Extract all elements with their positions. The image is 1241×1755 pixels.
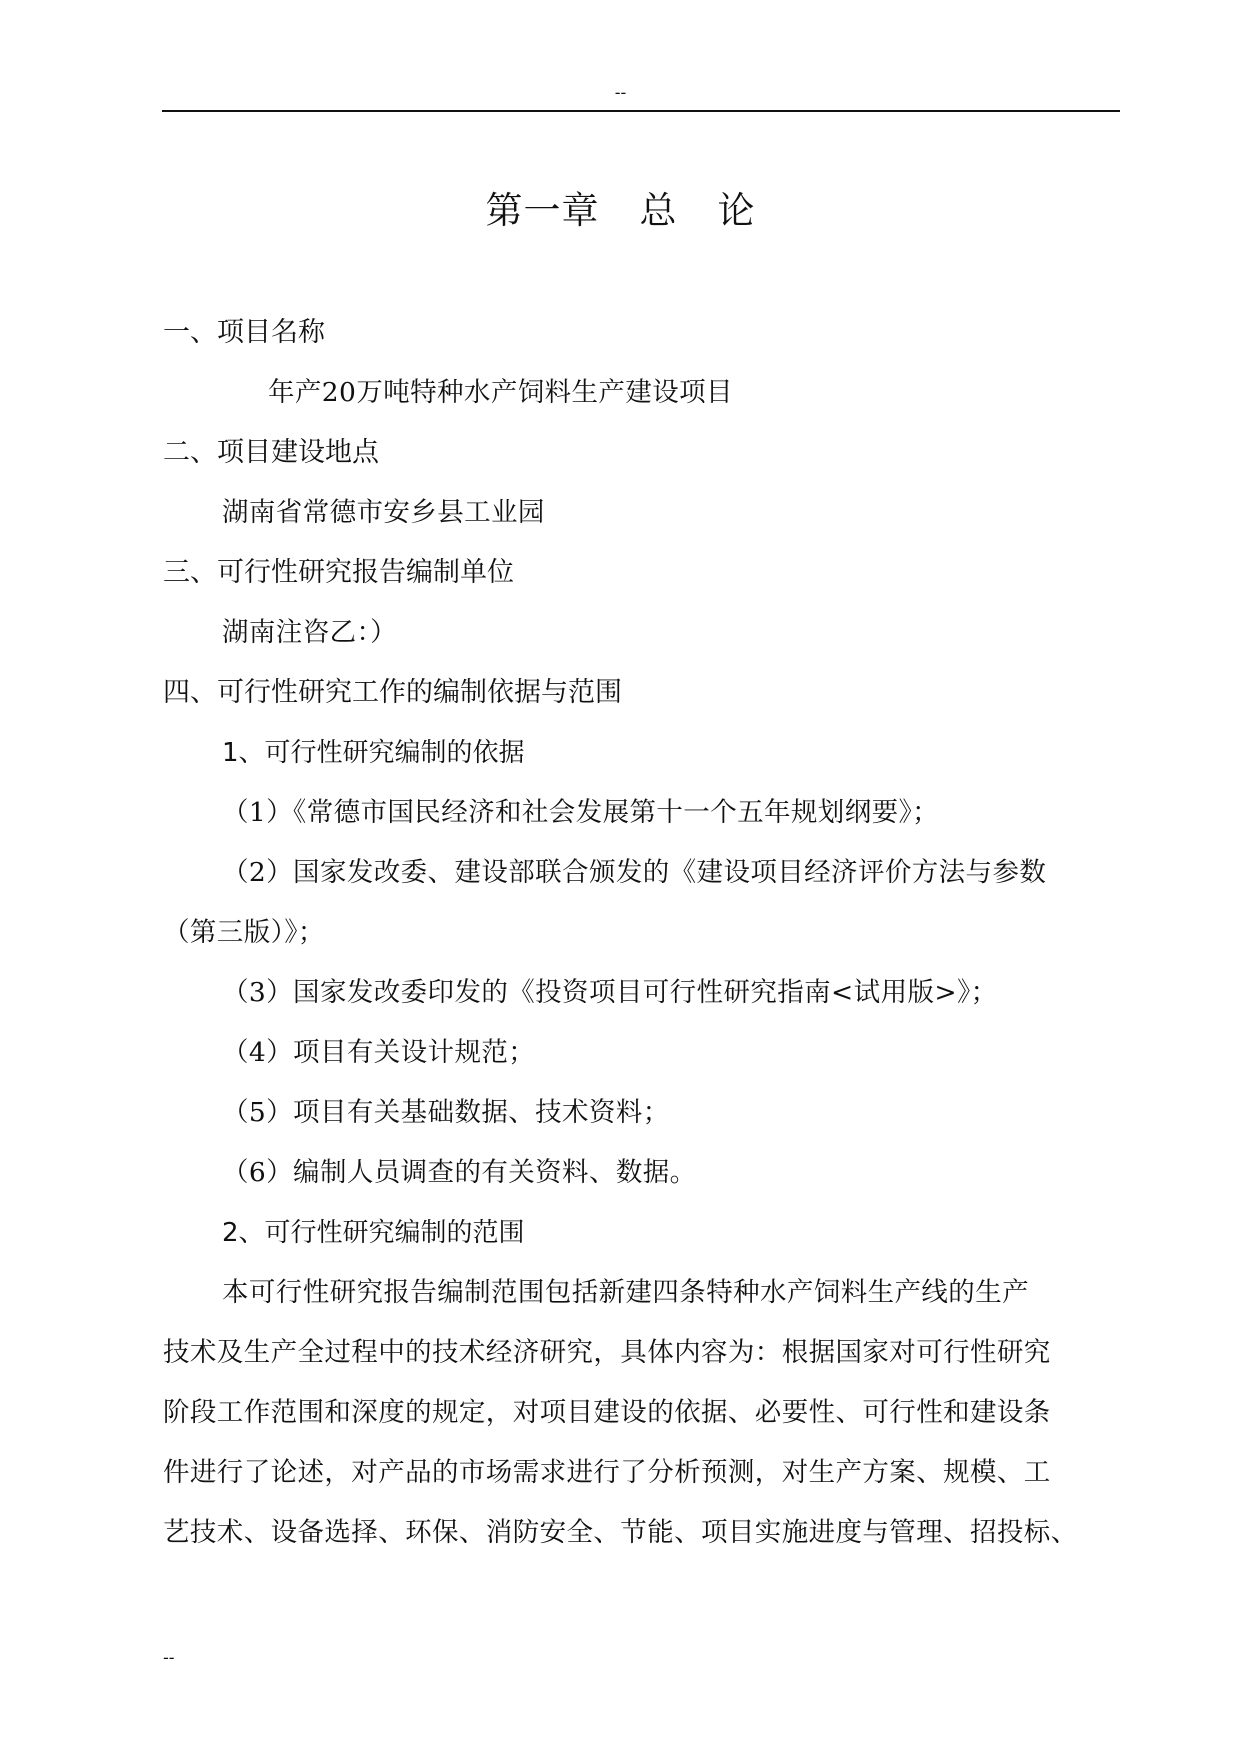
subsection-heading-scope: 2、可行性研究编制的范围	[222, 1218, 525, 1248]
header-mark: --	[614, 83, 627, 102]
location-text: 湖南省常德市安乡县工业园	[222, 497, 545, 528]
basis-item: （2）国家发改委、建设部联合颁发的《建设项目经济评价方法与参数	[222, 857, 1047, 888]
scope-paragraph-line: 件进行了论述，对产品的市场需求进行了分析预测，对生产方案、规模、工	[163, 1457, 1051, 1488]
header-rule	[162, 110, 1120, 112]
scope-paragraph-line: 本可行性研究报告编制范围包括新建四条特种水产饲料生产线的生产	[222, 1277, 1029, 1308]
project-name-text: 年产20万吨特种水产饲料生产建设项目	[268, 377, 733, 408]
section-heading-location: 二、项目建设地点	[163, 437, 379, 468]
scope-paragraph-line: 阶段工作范围和深度的规定，对项目建设的依据、必要性、可行性和建设条	[163, 1397, 1051, 1428]
section-heading-compiler: 三、可行性研究报告编制单位	[163, 557, 514, 588]
scope-paragraph-line: 技术及生产全过程中的技术经济研究，具体内容为：根据国家对可行性研究	[163, 1337, 1051, 1368]
basis-item: （1）《常德市国民经济和社会发展第十一个五年规划纲要》；	[222, 797, 940, 828]
compiler-text: 湖南注咨乙：）	[222, 617, 398, 648]
basis-item: （3）国家发改委印发的《投资项目可行性研究指南<试用版>》；	[222, 977, 998, 1008]
basis-item: （6）编制人员调查的有关资料、数据。	[222, 1157, 697, 1188]
footer-mark: --	[163, 1648, 175, 1667]
chapter-title-part1: 总	[639, 189, 678, 232]
chapter-title	[0, 186, 1241, 236]
scope-paragraph-line: 艺技术、设备选择、环保、消防安全、节能、项目实施进度与管理、招投标、	[163, 1517, 1078, 1548]
basis-item: （5）项目有关基础数据、技术资料；	[222, 1097, 670, 1128]
chapter-title-part2: 论	[717, 189, 756, 232]
basis-item-continuation: （第三版）》；	[163, 917, 325, 948]
section-heading-basis-scope: 四、可行性研究工作的编制依据与范围	[163, 677, 622, 708]
section-heading-project-name: 一、项目名称	[163, 317, 325, 348]
subsection-heading-basis: 1、可行性研究编制的依据	[222, 738, 525, 768]
basis-item: （4）项目有关设计规范；	[222, 1037, 536, 1068]
chapter-number: 第一章	[485, 189, 600, 232]
